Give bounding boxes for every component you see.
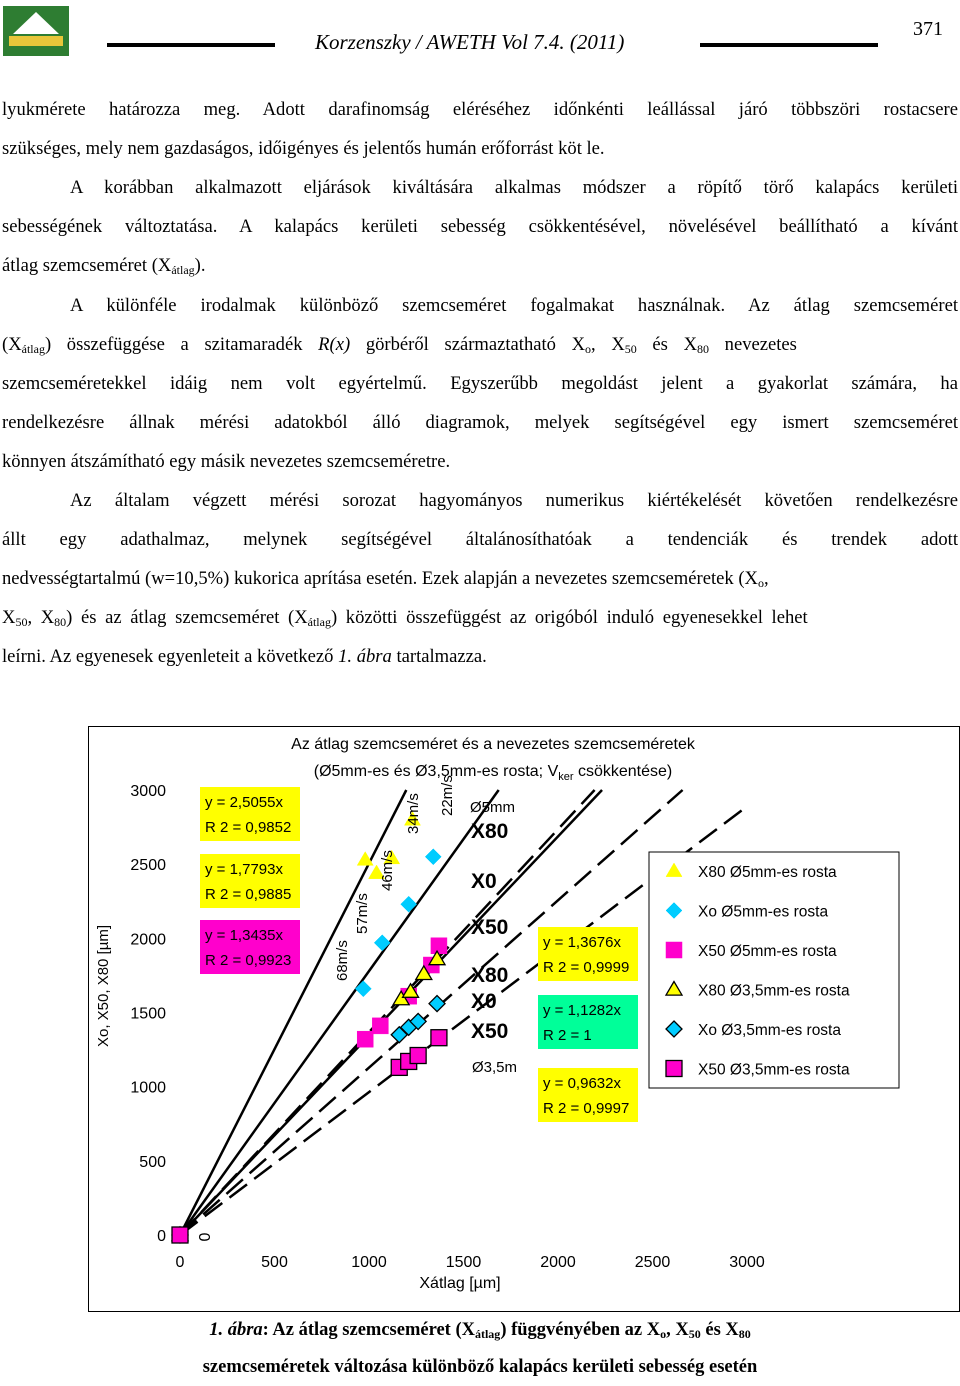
para-line-13: nedvességtartalmú (w=10,5%) kukorica aprítása esetén. Ezek alapján a nevezetes szemcseméretek ($X_o$,: [2, 568, 769, 590]
r-squared-text: R 2 = 0,9852: [205, 819, 292, 836]
x-tick-label: 2500: [634, 1254, 671, 1271]
header-rule-left: [107, 43, 275, 47]
header-rule-right: [700, 43, 878, 47]
para-line-14: $X_{50}$, $X_{80}$) és az átlag szemcseméret $(X_{átlag})$ közötti összefüggést az origóból induló egyenesekkel lehet: [2, 607, 808, 629]
x-tick-label: 500: [261, 1254, 288, 1271]
para-line-15: leírni. Az egyenesek egyenleteit a következő 1. ábra tartalmazza.: [2, 646, 487, 667]
para-line-6: A különféle irodalmak különböző szemcseméret fogalmakat használnak. Az átlag szemcseméret: [70, 295, 958, 316]
r-squared-text: R 2 = 1: [543, 1027, 592, 1044]
equation-text: y = 1,3435x: [205, 927, 283, 944]
data-point: [372, 1018, 388, 1034]
para-line-5: átlag szemcseméret $(X_{átlag})$.: [2, 255, 206, 277]
annotation-35mm-label: X80: [471, 964, 509, 987]
equation-text: y = 2,5055x: [205, 794, 283, 811]
para-line-8: szemcseméretekkel idáig nem volt egyértelmű. Egyszerűbb megoldást jelent a gyakorlat számára, ha: [2, 373, 958, 394]
equation-text: y = 1,7793x: [205, 861, 283, 878]
y-tick-label: 1500: [130, 1005, 166, 1023]
journal-logo: [3, 6, 69, 56]
annotation-5mm-label: X50: [471, 916, 509, 939]
annotation-5mm-title: Ø5mm: [470, 799, 515, 816]
annotation-35mm-label: X0: [471, 990, 497, 1013]
legend-marker: [666, 942, 682, 958]
y-tick-label: 2000: [130, 931, 166, 949]
data-point: [172, 1227, 188, 1243]
x-tick-label: 3000: [729, 1254, 765, 1271]
page-header: [0, 0, 960, 70]
r-squared-text: R 2 = 0,9997: [543, 1100, 630, 1117]
x-tick-label: 0: [175, 1254, 185, 1271]
origin-label: 0: [197, 1232, 214, 1242]
x-axis-label: Xátlag [µm]: [419, 1275, 501, 1292]
para-line-4: sebességének változtatása. A kalapács kerületi sebesség csökkentésével, növelésével beállítható a kívánt: [2, 216, 958, 237]
legend-label: Xo Ø3,5mm-es rosta: [698, 1022, 841, 1039]
annotation-5mm-label: X0: [471, 870, 497, 893]
equation-text: y = 1,3676x: [543, 934, 621, 951]
para-line-7: $(X_{átlag})$ összefüggése a szitamaradék R(x) görbéről származtatható $X_o$, $X_{50}$ és $X_{80}$ nevezetes: [2, 334, 797, 356]
chart-title: Az átlag szemcseméret és a nevezetes szemcseméretek: [291, 736, 695, 753]
r-squared-text: R 2 = 0,9885: [205, 886, 292, 903]
para-line-9: rendelkezésre állnak mérési adatokból álló diagramok, melyek segítségével egy ismert szemcseméret: [2, 412, 958, 433]
y-tick-label: 500: [139, 1153, 166, 1171]
annotation-35mm-label: X50: [471, 1020, 509, 1043]
legend-label: X50 Ø3,5mm-es rosta: [698, 1061, 850, 1079]
y-tick-label: 3000: [130, 783, 166, 800]
legend-label: X80 Ø5mm-es rosta: [698, 864, 837, 881]
annotation-5mm-label: X80: [471, 820, 509, 843]
annotation-35mm-title: Ø3,5m: [472, 1059, 518, 1076]
y-axis-label: Xo, X50, X80 [µm]: [95, 924, 112, 1048]
figure-chart: [88, 726, 960, 1312]
para-line-11: Az általam végzett mérési sorozat hagyományos numerikus kiértékelését követően rendelkezésre: [70, 490, 958, 511]
speed-label: 57m/s: [354, 893, 371, 934]
figure-caption-line-2: szemcseméretek változása különböző kalapács kerületi sebesség esetén: [202, 1357, 758, 1377]
legend-label: X80 Ø3,5mm-es rosta: [698, 982, 850, 1000]
data-point: [431, 1030, 447, 1046]
para-line-3: A korábban alkalmazott eljárások kiváltására alkalmas módszer a röpítő törő kalapács kerületi: [70, 177, 958, 198]
speed-label: 34m/s: [405, 793, 422, 834]
para-line-12: állt egy adathalmaz, melynek segítségével általánosíthatóak a tendenciák és trendek adott: [2, 529, 958, 550]
y-tick-label: 2500: [130, 857, 166, 875]
r-squared-text: R 2 = 0,9999: [543, 959, 630, 976]
y-tick-label: 1000: [130, 1079, 166, 1097]
speed-label: 68m/s: [334, 940, 351, 981]
legend-label: X50 Ø5mm-es rosta: [698, 943, 837, 960]
figure-caption-line-1: 1. ábra: Az átlag szemcseméret $(X_{átlag})$ függvényében az $X_o$, $X_{50}$ és $X_{80}$: [209, 1320, 751, 1341]
r-squared-text: R 2 = 0,9923: [205, 952, 292, 969]
page-number: 371: [913, 18, 943, 40]
chart-subtitle: (Ø5mm-es és Ø3,5mm-es rosta; $V_{ker}$ csökkentése): [313, 763, 673, 783]
data-point: [431, 938, 447, 954]
journal-title: Korzenszky / AWETH Vol 7.4. (2011): [315, 30, 625, 54]
x-tick-label: 2000: [540, 1254, 576, 1271]
equation-text: y = 1,1282x: [543, 1002, 621, 1019]
speed-label: 22m/s: [439, 775, 456, 816]
legend-marker: [666, 1061, 682, 1077]
para-line-10: könnyen átszámítható egy másik nevezetes szemcseméretre.: [2, 451, 451, 472]
legend-label: Xo Ø5mm-es rosta: [698, 903, 829, 921]
legend-box: [649, 852, 899, 1088]
para-line-2: szükséges, mely nem gazdaságos, időigényes és jelentős humán erőforrást köt le.: [2, 138, 605, 159]
speed-label: 46m/s: [379, 850, 396, 891]
equation-text: y = 0,9632x: [543, 1075, 621, 1092]
data-point: [410, 1048, 426, 1064]
y-tick-label: 0: [157, 1228, 166, 1245]
data-point: [357, 1031, 373, 1047]
chart-svg: [88, 726, 960, 1312]
x-tick-label: 1000: [351, 1254, 387, 1271]
x-tick-label: 1500: [445, 1254, 482, 1271]
para-line-1: lyukmérete határozza meg. Adott darafinomság eléréséhez időnkénti leállással járó többszöri rostacsere: [2, 99, 958, 120]
